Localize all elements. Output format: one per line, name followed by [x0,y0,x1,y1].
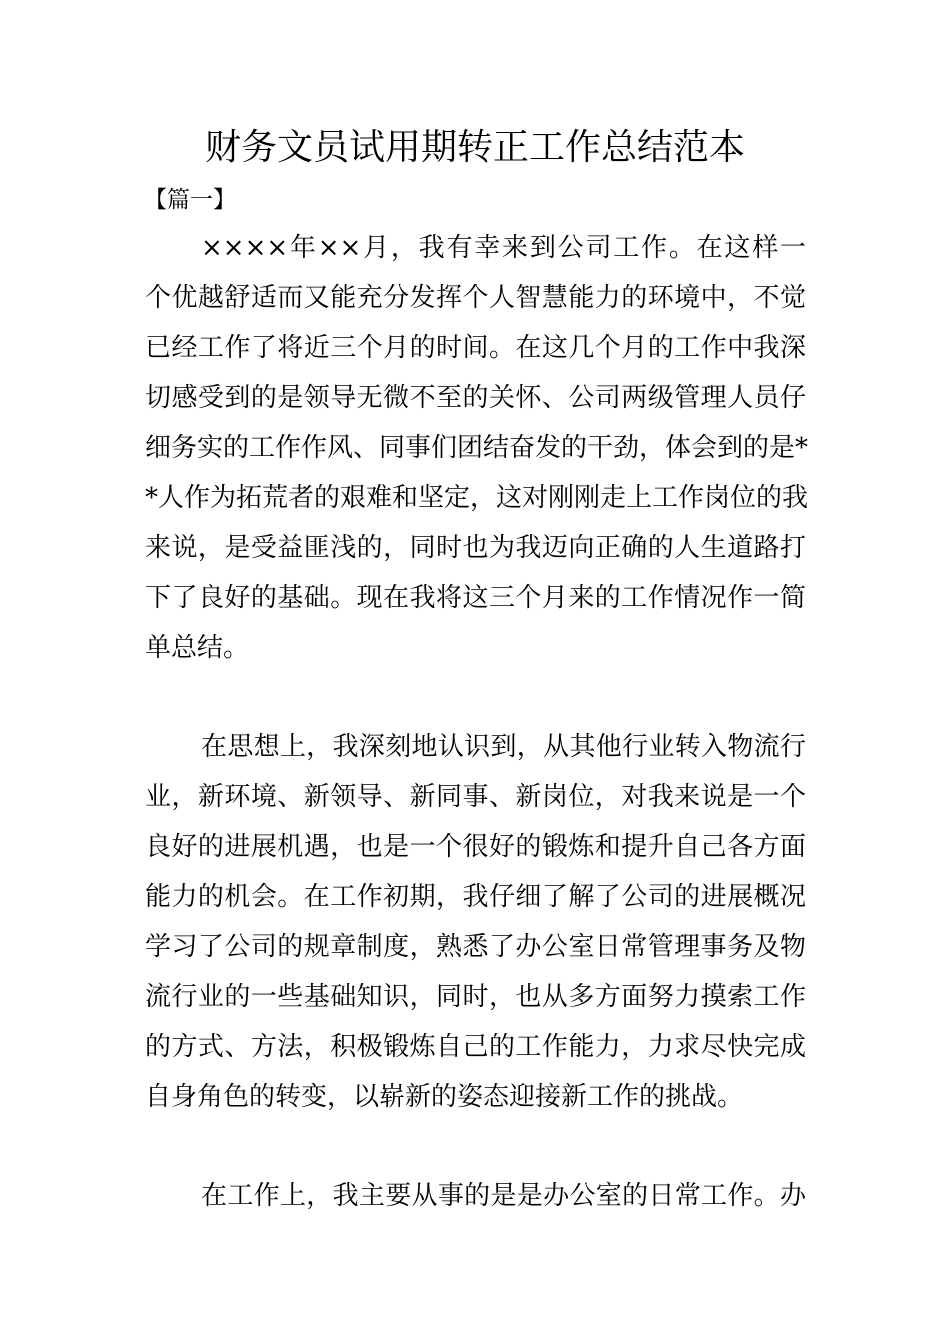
section-label: 【篇一】 [144,187,236,213]
paragraph-line: 能力的机会。在工作初期，我仔细了解了公司的进展概况 [145,882,806,912]
paragraph-line: ××××年××月，我有幸来到公司工作。在这样一 [201,233,806,263]
paragraph-line: 在思想上，我深刻地认识到，从其他行业转入物流行 [201,732,806,762]
paragraph-line: 在工作上，我主要从事的是是办公室的日常工作。办 [201,1181,806,1211]
paragraph-line: 细务实的工作作风、同事们团结奋发的干劲，体会到的是* [145,433,809,463]
paragraph-line: 已经工作了将近三个月的时间。在这几个月的工作中我深 [145,333,806,363]
paragraph-line: 的方式、方法，积极锻炼自己的工作能力，力求尽快完成 [145,1032,806,1062]
paragraph-line: 流行业的一些基础知识，同时，也从多方面努力摸索工作 [145,982,806,1012]
document-title: 财务文员试用期转正工作总结范本 [204,127,745,168]
paragraph-line: 自身角色的转变，以崭新的姿态迎接新工作的挑战。 [145,1082,744,1112]
paragraph-line: 切感受到的是领导无微不至的关怀、公司两级管理人员仔 [145,383,806,413]
paragraph-line: 来说，是受益匪浅的，同时也为我迈向正确的人生道路打 [145,533,806,563]
paragraph-line: 良好的进展机遇，也是一个很好的锻炼和提升自己各方面 [145,832,806,862]
paragraph-line: 业，新环境、新领导、新同事、新岗位，对我来说是一个 [145,782,806,812]
paragraph-line: 学习了公司的规章制度，熟悉了办公室日常管理事务及物 [145,932,806,962]
paragraph-line: 下了良好的基础。现在我将这三个月来的工作情况作一简 [145,583,806,613]
paragraph-line: 单总结。 [145,633,250,663]
paragraph-line: 个优越舒适而又能充分发挥个人智慧能力的环境中，不觉 [145,283,806,313]
paragraph-line: *人作为拓荒者的艰难和坚定，这对刚刚走上工作岗位的我 [145,483,809,513]
